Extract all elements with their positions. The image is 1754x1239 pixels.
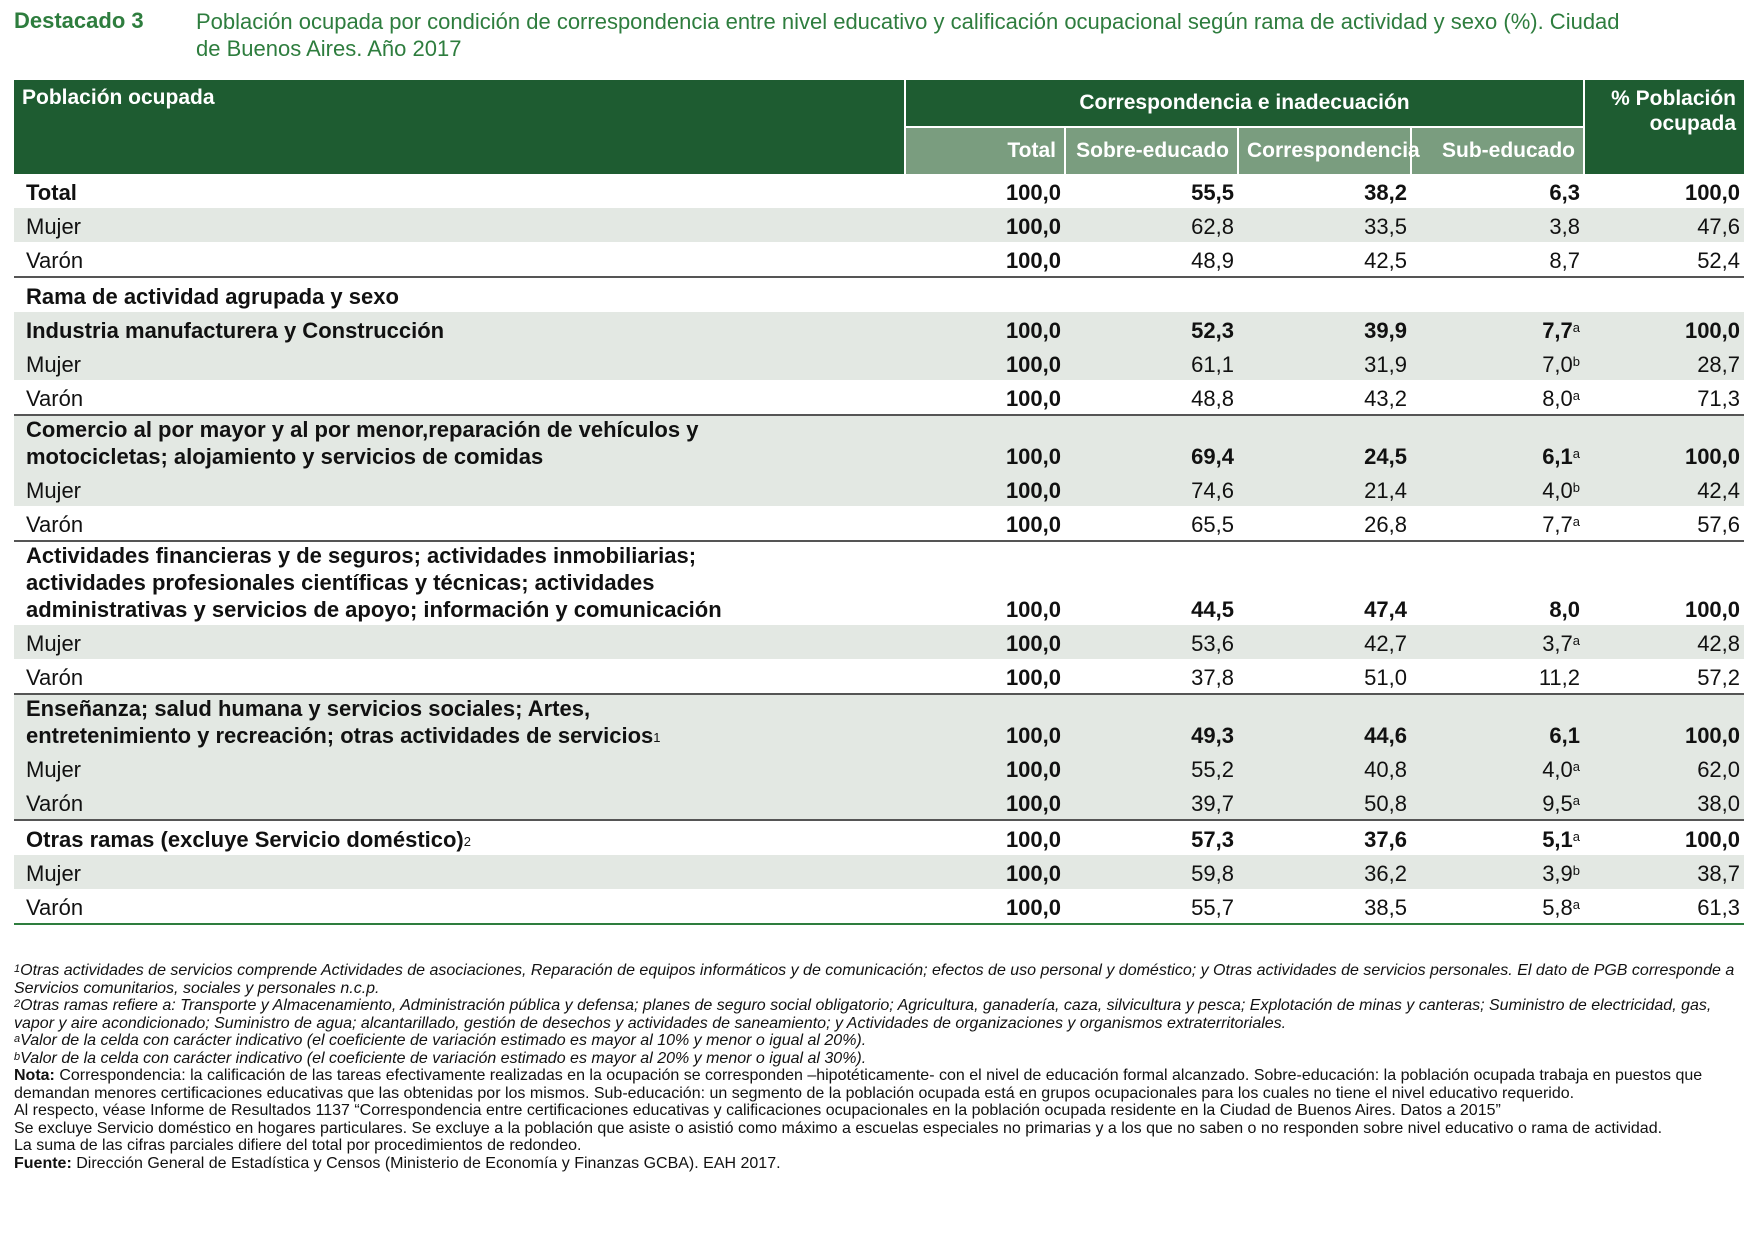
cell-total: 100,0 xyxy=(905,541,1065,625)
table-row xyxy=(14,277,1744,312)
cell-correspondencia xyxy=(1238,277,1411,312)
cell-correspondencia: 37,6 xyxy=(1238,820,1411,855)
cell-sub-educado: 3,9$^b$ xyxy=(1411,855,1584,889)
cell-pct-poblacion: 100,0 xyxy=(1684,180,1741,205)
cell-sobre-educado: 55,7 xyxy=(1065,889,1238,924)
cell-sobre-educado: 55,5 xyxy=(1191,180,1234,205)
cell-pct-poblacion: 28,7 xyxy=(1584,346,1744,380)
row-label: Total xyxy=(26,180,77,205)
header xyxy=(14,8,1744,68)
cell-sobre-educado: 48,8 xyxy=(1191,386,1234,411)
row-label: Varón xyxy=(26,248,84,273)
footnote-marker: 2 xyxy=(463,834,471,849)
report-reference: Al respecto, véase Informe de Resultados 1137 “Correspondencia entre certificaciones educativas y calificaciones ocupacionales en la población ocupada residente en la Ciudad de Buenos Aires. Datos a 2015” xyxy=(14,1102,1501,1119)
source-note: Fuente: Dirección General de Estadística y Censos (Ministerio de Economía y Finanzas GCBA). EAH 2017. xyxy=(14,1154,781,1172)
cell-sub-educado: 7,7$^a$ xyxy=(1542,512,1581,537)
cell-sub-educado: 3,8 xyxy=(1411,208,1584,242)
table-row xyxy=(14,625,1744,659)
row-label: Varón xyxy=(14,785,905,820)
data-table xyxy=(14,80,1744,925)
footnote-a: $^a$Valor de la celda con carácter indicativo (el coeficiente de variación estimado es mayor al 10% y menor o igual al 20%). xyxy=(14,1032,867,1049)
cell-correspondencia: 39,9 xyxy=(1238,312,1411,346)
cell-total: 100,0 xyxy=(905,346,1065,380)
cell-correspondencia: 31,9 xyxy=(1238,346,1411,380)
table-row xyxy=(14,889,1744,924)
cell-sub-educado: 9,5$^a$ xyxy=(1411,785,1584,820)
cell-pct-poblacion: 38,0 xyxy=(1584,785,1744,820)
cell-correspondencia: 33,5 xyxy=(1238,208,1411,242)
cell-total: 100,0 xyxy=(1005,248,1061,273)
cell-total: 100,0 xyxy=(905,751,1065,785)
cell-correspondencia: 21,4 xyxy=(1238,472,1411,506)
row-label: Rama de actividad agrupada y sexo xyxy=(14,277,905,312)
cell-pct-poblacion: 52,4 xyxy=(1697,248,1741,273)
note-paragraph: Nota: Correspondencia: la calificación de las tareas efectivamente realizadas en la ocupación se corresponden –hipotéticamente- con el nivel de educación formal alcanzado. Sobre-educación: la población ocupada trabaja en puestos que demandan menores certificaciones educativas que las obtenidas por los mismos. Sub-educación: un segmento de la población ocupada está en grupos ocupacionales para los cuales no tiene el nivel educativo requerido. xyxy=(14,1067,1703,1102)
cell-pct-poblacion: 100,0 xyxy=(1584,415,1744,472)
row-label: Varón xyxy=(26,665,84,690)
cell-total: 100,0 xyxy=(1005,386,1061,411)
cell-correspondencia: 38,2 xyxy=(1364,180,1407,205)
cell-total: 100,0 xyxy=(905,312,1065,346)
cell-correspondencia: 24,5 xyxy=(1238,415,1411,472)
cell-pct-poblacion: 71,3 xyxy=(1697,386,1741,411)
row-label: Industria manufacturera y Construcción xyxy=(14,312,905,346)
footnote-marker: a xyxy=(1572,320,1581,335)
cell-sub-educado: 5,8$^a$ xyxy=(1411,889,1584,924)
cell-pct-poblacion: 57,2 xyxy=(1697,665,1741,690)
table-row xyxy=(14,785,1744,820)
cell-pct-poblacion: 38,7 xyxy=(1584,855,1744,889)
cell-correspondencia: 43,2 xyxy=(1364,386,1407,411)
table-row xyxy=(14,694,1744,751)
column-header-pct: % Población ocupada xyxy=(1584,80,1744,174)
cell-correspondencia: 50,8 xyxy=(1238,785,1411,820)
cell-correspondencia: 40,8 xyxy=(1238,751,1411,785)
row-label: Otras ramas (excluye Servicio doméstico)$^2$ xyxy=(14,820,905,855)
page-title: Población ocupada por condición de correspondencia entre nivel educativo y calificación ocupacional según rama de actividad y sexo (%). Ciudad de Buenos Aires. Año 2017 xyxy=(196,9,1620,61)
row-label: Mujer xyxy=(14,346,905,380)
cell-correspondencia: 42,7 xyxy=(1238,625,1411,659)
cell-sub-educado: 7,7$^a$ xyxy=(1411,312,1584,346)
table-row xyxy=(14,312,1744,346)
cell-total: 100,0 xyxy=(905,785,1065,820)
column-header-row-label: Población ocupada xyxy=(14,80,905,174)
highlight-label: Destacado 3 xyxy=(14,8,144,33)
cell-sobre-educado: 74,6 xyxy=(1065,472,1238,506)
cell-pct-poblacion: 42,8 xyxy=(1584,625,1744,659)
row-label: Enseñanza; salud humana y servicios sociales; Artes, entretenimiento y recreación; otras actividades de servicios$^1$ xyxy=(14,694,905,751)
cell-correspondencia: 38,5 xyxy=(1238,889,1411,924)
footnote-1: $^1$Otras actividades de servicios comprende Actividades de asociaciones, Reparación de equipos informáticos y de comunicación; efectos de uso personal y doméstico; y Otras actividades de servicios personales. El dato de PGB corresponde a Servicios comunitarios, sociales y personales n.c.p. xyxy=(14,962,1735,997)
column-header-total: Total xyxy=(905,127,1065,174)
table-row xyxy=(14,855,1744,889)
column-group-header: Correspondencia e inadecuación xyxy=(905,80,1584,127)
cell-total: 100,0 xyxy=(1005,665,1061,690)
cell-sub-educado: 5,1$^a$ xyxy=(1411,820,1584,855)
cell-correspondencia: 26,8 xyxy=(1364,512,1407,537)
cell-sub-educado: 8,0 xyxy=(1411,541,1584,625)
cell-sobre-educado: 55,2 xyxy=(1065,751,1238,785)
cell-total: 100,0 xyxy=(905,694,1065,751)
cell-sobre-educado: 48,9 xyxy=(1191,248,1234,273)
cell-total xyxy=(905,277,1065,312)
cell-sobre-educado: 44,5 xyxy=(1065,541,1238,625)
footnote-marker: 1 xyxy=(653,730,661,745)
cell-sub-educado: 8,7 xyxy=(1549,248,1581,273)
cell-sobre-educado: 39,7 xyxy=(1065,785,1238,820)
cell-pct-poblacion: 61,3 xyxy=(1584,889,1744,924)
table-row xyxy=(14,380,1744,415)
cell-sobre-educado: 61,1 xyxy=(1065,346,1238,380)
cell-total: 100,0 xyxy=(905,820,1065,855)
cell-sobre-educado: 69,4 xyxy=(1065,415,1238,472)
cell-correspondencia: 42,5 xyxy=(1364,248,1407,273)
cell-total: 100,0 xyxy=(1005,512,1061,537)
row-label: Varón xyxy=(14,889,905,924)
cell-sobre-educado: 49,3 xyxy=(1065,694,1238,751)
table-row xyxy=(14,659,1744,694)
cell-sobre-educado: 53,6 xyxy=(1065,625,1238,659)
cell-pct-poblacion: 62,0 xyxy=(1584,751,1744,785)
cell-sub-educado: 6,1 xyxy=(1411,694,1584,751)
footnote-marker: a xyxy=(1572,897,1581,912)
row-label: Mujer xyxy=(14,855,905,889)
footnote-marker: a xyxy=(1572,793,1581,808)
table-row xyxy=(14,208,1744,242)
footnote-marker: b xyxy=(1572,480,1581,495)
row-label: Mujer xyxy=(14,751,905,785)
cell-total: 100,0 xyxy=(905,415,1065,472)
table-body xyxy=(14,174,1744,924)
cell-sobre-educado: 59,8 xyxy=(1065,855,1238,889)
cell-sub-educado xyxy=(1411,277,1584,312)
cell-pct-poblacion xyxy=(1584,277,1744,312)
exclusion-note: Se excluye Servicio doméstico en hogares particulares. Se excluye a la población que asiste o asistió como máximo a escuelas especiales no primarias y a los que no saben o no responden sobre nivel educativo o rama de actividad. xyxy=(14,1119,1663,1137)
footnote-marker: a xyxy=(1572,514,1581,529)
column-header-sub-educado: Sub-educado xyxy=(1411,127,1584,174)
cell-total: 100,0 xyxy=(905,855,1065,889)
footnote-marker: b xyxy=(1572,354,1581,369)
row-label: Comercio al por mayor y al por menor,reparación de vehículos y motocicletas; alojamiento y servicios de comidas xyxy=(14,415,905,472)
cell-sobre-educado: 52,3 xyxy=(1065,312,1238,346)
table-row xyxy=(14,242,1744,277)
column-header-correspondencia: Correspondencia xyxy=(1238,127,1411,174)
cell-total: 100,0 xyxy=(905,625,1065,659)
cell-sub-educado: 3,7$^a$ xyxy=(1411,625,1584,659)
cell-sobre-educado: 57,3 xyxy=(1065,820,1238,855)
cell-correspondencia: 47,4 xyxy=(1238,541,1411,625)
cell-pct-poblacion: 57,6 xyxy=(1697,512,1741,537)
cell-correspondencia: 44,6 xyxy=(1238,694,1411,751)
cell-sobre-educado: 62,8 xyxy=(1065,208,1238,242)
cell-sub-educado: 6,3 xyxy=(1549,180,1581,205)
cell-pct-poblacion: 42,4 xyxy=(1584,472,1744,506)
cell-correspondencia: 36,2 xyxy=(1238,855,1411,889)
cell-sub-educado: 6,1$^a$ xyxy=(1411,415,1584,472)
footnotes xyxy=(14,962,1744,1172)
table-row xyxy=(14,415,1744,472)
cell-sobre-educado xyxy=(1065,277,1238,312)
rounding-note: La suma de las cifras parciales difiere del total por procedimientos de redondeo. xyxy=(14,1137,582,1154)
footnote-marker: a xyxy=(1572,759,1581,774)
row-label: Mujer xyxy=(14,208,905,242)
cell-pct-poblacion: 100,0 xyxy=(1584,541,1744,625)
footnote-marker: b xyxy=(1572,863,1581,878)
row-label: Mujer xyxy=(14,472,905,506)
table-row xyxy=(14,472,1744,506)
footnote-marker: a xyxy=(1572,829,1581,844)
cell-total: 100,0 xyxy=(905,472,1065,506)
row-label: Varón xyxy=(26,512,84,537)
footnote-marker: a xyxy=(1572,633,1581,648)
cell-total: 100,0 xyxy=(1005,180,1061,205)
footnote-2: $^2$Otras ramas refiere a: Transporte y Almacenamiento, Administración pública y defensa; planes de seguro social obligatorio; Agricultura, ganadería, caza, silvicultura y pesca; Explotación de minas y canteras; Suministro de electricidad, gas, vapor y aire acondicionado; Suministro de agua; alcantarillado, gestión de desechos y actividades de saneamiento; y Actividades de organizaciones y organismos extraterritoriales. xyxy=(14,997,1712,1032)
cell-sub-educado: 8,0$^a$ xyxy=(1542,386,1581,411)
table-row xyxy=(14,820,1744,855)
cell-pct-poblacion: 100,0 xyxy=(1584,312,1744,346)
cell-sub-educado: 4,0$^a$ xyxy=(1411,751,1584,785)
row-label: Mujer xyxy=(14,625,905,659)
cell-sobre-educado: 37,8 xyxy=(1191,665,1234,690)
cell-pct-poblacion: 47,6 xyxy=(1584,208,1744,242)
cell-sub-educado: 4,0$^b$ xyxy=(1411,472,1584,506)
cell-correspondencia: 51,0 xyxy=(1364,665,1407,690)
cell-total: 100,0 xyxy=(905,208,1065,242)
cell-pct-poblacion: 100,0 xyxy=(1584,694,1744,751)
table-row xyxy=(14,506,1744,541)
row-label: Actividades financieras y de seguros; actividades inmobiliarias; actividades profesionales científicas y técnicas; actividades administrativas y servicios de apoyo; información y comunicación xyxy=(14,541,905,625)
footnote-marker: a xyxy=(1572,388,1581,403)
column-header-sobre-educado: Sobre-educado xyxy=(1065,127,1238,174)
row-label: Varón xyxy=(26,386,84,411)
footnote-b: $^b$Valor de la celda con carácter indicativo (el coeficiente de variación estimado es mayor al 20% y menor o igual al 30%). xyxy=(14,1049,867,1067)
table-row xyxy=(14,346,1744,380)
table-row xyxy=(14,174,1744,208)
cell-pct-poblacion: 100,0 xyxy=(1584,820,1744,855)
footnote-marker: a xyxy=(1572,446,1581,461)
table-row xyxy=(14,541,1744,625)
cell-total: 100,0 xyxy=(905,889,1065,924)
cell-sobre-educado: 65,5 xyxy=(1191,512,1234,537)
cell-sub-educado: 7,0$^b$ xyxy=(1411,346,1584,380)
cell-sub-educado: 11,2 xyxy=(1538,665,1581,690)
table-row xyxy=(14,751,1744,785)
